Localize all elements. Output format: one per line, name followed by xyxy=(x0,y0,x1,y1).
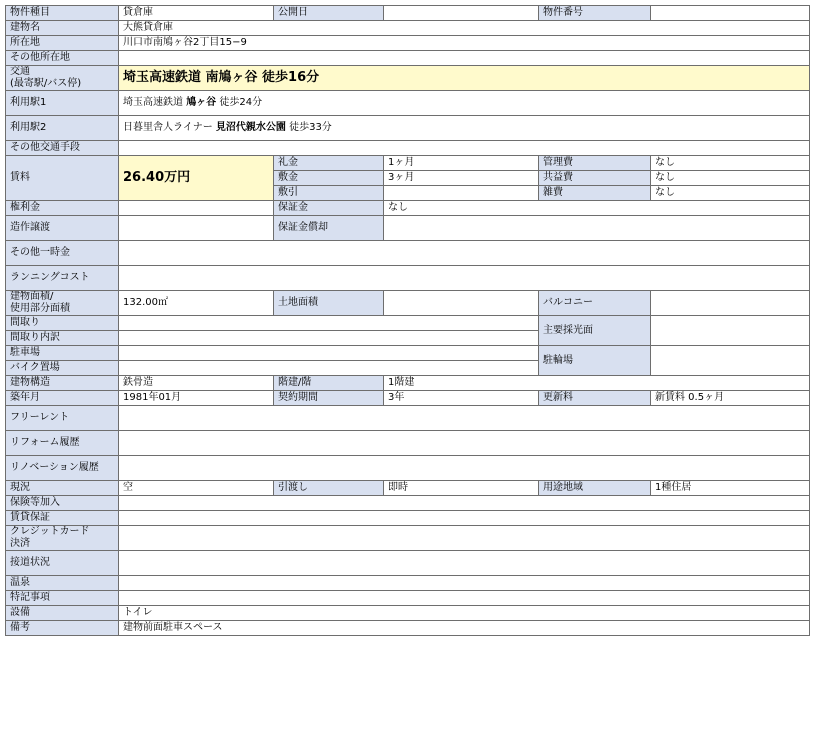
label-road: 接道状況 xyxy=(6,551,119,576)
label-equipment: 設備 xyxy=(6,606,119,621)
station2-station: 見沼代親水公園 xyxy=(215,122,286,133)
label-credit xyxy=(6,526,119,551)
label-area-line1: 建物面積/ xyxy=(10,291,54,302)
row-madori xyxy=(6,316,810,331)
row-onsen xyxy=(6,576,810,591)
row-reform xyxy=(6,431,810,456)
label-shikikin: 敷金 xyxy=(274,171,384,186)
value-hoshokin: なし xyxy=(384,201,810,216)
label-other-onetime: その他一時金 xyxy=(6,241,119,266)
value-madori-detail xyxy=(119,331,539,346)
row-type xyxy=(6,6,810,21)
label-parking: 駐車場 xyxy=(6,346,119,361)
label-shikibiki: 敷引 xyxy=(274,186,384,201)
label-kanrihi: 管理費 xyxy=(539,156,651,171)
label-madori-detail: 間取り内訳 xyxy=(6,331,119,346)
value-road xyxy=(119,551,810,576)
label-area-line2: 使用部分面積 xyxy=(10,303,70,314)
value-madori xyxy=(119,316,539,331)
label-transport-line2: (最寄駅/バス停) xyxy=(10,78,82,89)
row-parking xyxy=(6,346,810,361)
value-other-address xyxy=(119,51,810,66)
value-built: 1981年01月 xyxy=(119,391,274,406)
value-status: 空 xyxy=(119,481,274,496)
value-onsen xyxy=(119,576,810,591)
label-guarantee: 賃貸保証 xyxy=(6,511,119,526)
value-insurance xyxy=(119,496,810,511)
value-remarks: 建物前面駐車スペース xyxy=(119,621,810,636)
label-free-rent: フリーレント xyxy=(6,406,119,431)
label-onsen: 温泉 xyxy=(6,576,119,591)
value-zosaku xyxy=(119,216,274,241)
label-hoshokin: 保証金 xyxy=(274,201,384,216)
value-main-light xyxy=(651,316,810,346)
label-built: 築年月 xyxy=(6,391,119,406)
label-renewal: 更新料 xyxy=(539,391,651,406)
label-zappi: 雑費 xyxy=(539,186,651,201)
station1-walk: 徒歩24分 xyxy=(219,97,263,108)
label-published-date: 公開日 xyxy=(274,6,384,21)
label-transport xyxy=(6,66,119,91)
row-address xyxy=(6,36,810,51)
row-special xyxy=(6,591,810,606)
value-bicycle xyxy=(651,346,810,376)
label-running-cost: ランニングコスト xyxy=(6,266,119,291)
row-free-rent xyxy=(6,406,810,431)
label-transport-line1: 交通 xyxy=(10,66,30,77)
value-zoning: 1種住居 xyxy=(651,481,810,496)
label-special: 特記事項 xyxy=(6,591,119,606)
value-kanrihi: なし xyxy=(651,156,810,171)
value-reform xyxy=(119,431,810,456)
value-kyoekihi: なし xyxy=(651,171,810,186)
value-handover: 即時 xyxy=(384,481,539,496)
label-reikin: 礼金 xyxy=(274,156,384,171)
label-property-type: 物件種目 xyxy=(6,6,119,21)
label-zosaku: 造作譲渡 xyxy=(6,216,119,241)
row-equipment xyxy=(6,606,810,621)
label-contract: 契約期間 xyxy=(274,391,384,406)
label-station2: 利用駅2 xyxy=(6,116,119,141)
row-guarantee xyxy=(6,511,810,526)
row-status xyxy=(6,481,810,496)
value-other-transport xyxy=(119,141,810,156)
label-rent: 賃料 xyxy=(6,156,119,201)
label-insurance: 保険等加入 xyxy=(6,496,119,511)
row-kenrikin xyxy=(6,201,810,216)
row-name xyxy=(6,21,810,36)
row-other-transport xyxy=(6,141,810,156)
value-credit xyxy=(119,526,810,551)
label-kenrikin: 権利金 xyxy=(6,201,119,216)
value-running-cost xyxy=(119,266,810,291)
row-renovation xyxy=(6,456,810,481)
value-area: 132.00㎡ xyxy=(119,291,274,316)
value-other-onetime xyxy=(119,241,810,266)
row-other-address xyxy=(6,51,810,66)
value-bike xyxy=(119,361,539,376)
label-address: 所在地 xyxy=(6,36,119,51)
value-station1 xyxy=(119,91,810,116)
label-property-number: 物件番号 xyxy=(539,6,651,21)
value-property-number xyxy=(651,6,810,21)
label-station1: 利用駅1 xyxy=(6,91,119,116)
value-renovation xyxy=(119,456,810,481)
label-other-address: その他所在地 xyxy=(6,51,119,66)
label-handover: 引渡し xyxy=(274,481,384,496)
value-station2 xyxy=(119,116,810,141)
value-floors: 1階建 xyxy=(384,376,810,391)
value-contract: 3年 xyxy=(384,391,539,406)
label-bicycle: 駐輪場 xyxy=(539,346,651,376)
row-running-cost xyxy=(6,266,810,291)
row-transport xyxy=(6,66,810,91)
value-special xyxy=(119,591,810,606)
label-credit-line2: 決済 xyxy=(10,538,30,549)
value-property-type: 貸倉庫 xyxy=(119,6,274,21)
label-structure: 建物構造 xyxy=(6,376,119,391)
label-building-name: 建物名 xyxy=(6,21,119,36)
station1-line: 埼玉高速鉄道 xyxy=(123,97,183,108)
label-madori: 間取り xyxy=(6,316,119,331)
value-guarantee xyxy=(119,511,810,526)
row-remarks xyxy=(6,621,810,636)
row-built xyxy=(6,391,810,406)
value-reikin: 1ヶ月 xyxy=(384,156,539,171)
label-reform: リフォーム履歴 xyxy=(6,431,119,456)
row-area xyxy=(6,291,810,316)
value-address: 川口市南鳩ヶ谷2丁目15−9 xyxy=(119,36,810,51)
row-credit xyxy=(6,526,810,551)
label-area xyxy=(6,291,119,316)
value-published-date xyxy=(384,6,539,21)
row-structure xyxy=(6,376,810,391)
label-bike: バイク置場 xyxy=(6,361,119,376)
station2-walk: 徒歩33分 xyxy=(289,122,332,133)
value-structure: 鉄骨造 xyxy=(119,376,274,391)
value-zappi: なし xyxy=(651,186,810,201)
value-rent: 26.40万円 xyxy=(119,156,274,201)
label-kyoekihi: 共益費 xyxy=(539,171,651,186)
label-zoning: 用途地域 xyxy=(539,481,651,496)
value-parking xyxy=(119,346,539,361)
row-station2 xyxy=(6,116,810,141)
label-status: 現況 xyxy=(6,481,119,496)
label-land-area: 土地面積 xyxy=(274,291,384,316)
value-hoshokin-shokyaku xyxy=(384,216,810,241)
label-floors: 階建/階 xyxy=(274,376,384,391)
value-balcony xyxy=(651,291,810,316)
value-shikikin: 3ヶ月 xyxy=(384,171,539,186)
label-remarks: 備考 xyxy=(6,621,119,636)
row-zosaku xyxy=(6,216,810,241)
value-transport: 埼玉高速鉄道 南鳩ヶ谷 徒歩16分 xyxy=(119,66,810,91)
value-building-name: 大熊貸倉庫 xyxy=(119,21,810,36)
label-main-light: 主要採光面 xyxy=(539,316,651,346)
value-renewal: 新賃料 0.5ヶ月 xyxy=(651,391,810,406)
label-credit-line1: クレジットカード xyxy=(10,526,90,537)
label-balcony: バルコニー xyxy=(539,291,651,316)
property-details-table xyxy=(5,5,810,636)
label-hoshokin-shokyaku: 保証金償却 xyxy=(274,216,384,241)
value-kenrikin xyxy=(119,201,274,216)
value-shikibiki xyxy=(384,186,539,201)
row-other-onetime xyxy=(6,241,810,266)
row-station1 xyxy=(6,91,810,116)
row-insurance xyxy=(6,496,810,511)
station1-station: 鳩ヶ谷 xyxy=(186,97,217,108)
station2-line: 日暮里舎人ライナー xyxy=(123,122,213,133)
row-road xyxy=(6,551,810,576)
value-equipment: トイレ xyxy=(119,606,810,621)
value-free-rent xyxy=(119,406,810,431)
row-rent-1 xyxy=(6,156,810,171)
value-land-area xyxy=(384,291,539,316)
label-other-transport: その他交通手段 xyxy=(6,141,119,156)
label-renovation: リノベーション履歴 xyxy=(6,456,119,481)
